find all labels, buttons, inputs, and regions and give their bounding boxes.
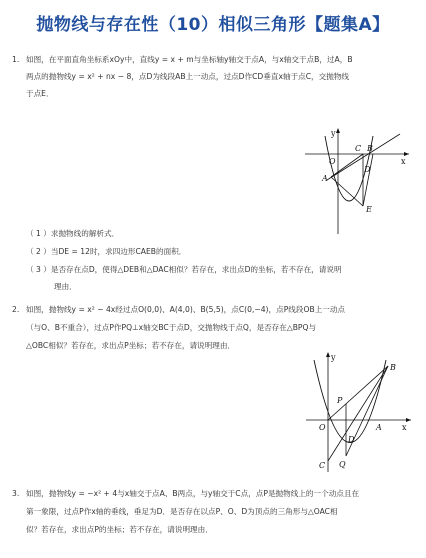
q1-label-D: D	[364, 165, 371, 174]
q2-line3: △OBC相似？若存在，求出点P坐标；若不存在，请说明理由．	[26, 341, 236, 350]
q1-label-y: y	[331, 129, 336, 138]
q2-label-y: y	[331, 353, 336, 362]
q2-label-Q: Q	[339, 460, 346, 469]
q2-line1: 如图，抛物线y = x² − 4x经过点O(0,0)、A(4,0)、B(5,5)，点C(0,−4)，点P线段OB上一动点	[26, 305, 346, 314]
q2-label-x: x	[402, 423, 407, 432]
q1-line1: 如图，在平面直角坐标系xOy中，直线y = x + m与坐标轴y轴交于点A，与x轴交于点B，过A，B	[26, 55, 353, 64]
q1-label-x: x	[401, 157, 406, 166]
q2-label-O: O	[319, 423, 326, 432]
q1-sub3a: （ 3 ）是否存在点D，使得△DEB和△DAC相似？若存在，求出点D的坐标，若不存在，请说明	[26, 265, 342, 274]
q1-line3: 于点E．	[26, 89, 54, 98]
q2-number: 2.	[12, 305, 20, 314]
q2-label-B: B	[390, 363, 396, 372]
q2-label-A: A	[376, 423, 382, 432]
q1-sub1: （ 1 ）求抛物线的解析式．	[26, 229, 120, 238]
q1-label-A: A	[322, 174, 328, 183]
q2-label-D: D	[348, 435, 355, 444]
q1-sub2: （ 2 ）当DE = 12时，求四边形CAEB的面积．	[26, 247, 187, 256]
page-title: 抛物线与存在性（10）相似三角形【题集A】	[36, 15, 390, 35]
q1-number: 1.	[12, 55, 20, 64]
q2-label-C: C	[319, 461, 326, 470]
q1-label-O: O	[329, 157, 336, 166]
q3-line2: 第一象限，过点P作x轴的垂线，垂足为D．是否存在以点P、O、D为顶点的三角形与△OAC相	[26, 507, 338, 516]
q3-line3: 似？若存在，求出点P的坐标；若不存在，请说明理由．	[26, 525, 213, 534]
q2-label-P: P	[337, 396, 343, 405]
q1-figure	[305, 126, 415, 236]
q1-label-E: E	[366, 205, 372, 214]
q1-label-B: B	[367, 144, 373, 153]
q1-label-C: C	[355, 144, 362, 153]
q1-line2: 两点的抛物线y = x² + nx − 8，点D为线段AB上一动点，过点D作CD垂直x轴于点C，交抛物线	[26, 72, 350, 81]
q3-number: 3.	[12, 489, 20, 498]
q1-sub3b: 理由．	[54, 282, 77, 291]
q2-line2: （与O、B不重合），过点P作PQ⊥x轴交BC于点D，交抛物线于点Q，是否存在△BPQ与	[26, 323, 317, 332]
q3-line1: 如图，抛物线y = −x² + 4与x轴交于点A、B两点，与y轴交于C点，点P是抛物线上的一个动点且在	[26, 489, 360, 498]
q2-figure	[306, 350, 416, 475]
